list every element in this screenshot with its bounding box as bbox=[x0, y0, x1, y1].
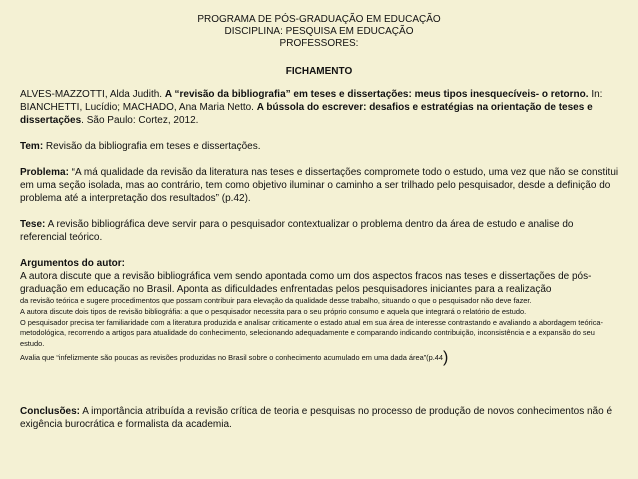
fichamento-title: FICHAMENTO bbox=[285, 66, 353, 77]
argumentos-p1: A autora discute que a revisão bibliográfica vem sendo apontada como um dos aspectos fracos nas teses e dissertações de pós-graduação em educação no Brasil. Aponta as dificuldades enfrentadas pelos pesquisadores iniciantes para a realização bbox=[20, 271, 592, 295]
problema bbox=[20, 166, 620, 205]
argumentos bbox=[20, 257, 620, 364]
reference-author: ALVES-MAZZOTTI, Alda Judith. bbox=[20, 89, 163, 100]
tema-text: Revisão da bibliografia em teses e dissertações. bbox=[43, 141, 261, 152]
reference bbox=[20, 88, 620, 127]
program-heading: PROGRAMA DE PÓS-GRADUAÇÃO EM EDUCAÇÃO bbox=[197, 14, 441, 25]
argumentos-p3: O pesquisador precisa ter familiaridade com a literatura produzida e analisar criticamente o estado atual em sua área de interesse contrastando e avaliando a abordagem teórica-metodológica, recorrendo a artigos para atualidade do conhecimento, selecionando adequadamente e comparando indicando contribuição, inconsistência e a expansão do seu estudo. bbox=[20, 317, 603, 349]
tese-text: A revisão bibliográfica deve servir para o pesquisador contextualizar o problema dentro da área de estudo e analise do referencial teórico. bbox=[20, 219, 574, 243]
argumentos-label-line bbox=[20, 257, 620, 270]
problema-text: “A má qualidade da revisão da literatura nas teses e dissertações compromete todo o estudo, uma vez que não se constitui em uma seção isolada, mas ao contrário, tem como objetivo iluminar o caminho a ser trilhado pelo pesquisador, desde a definição do problema até a interpretação dos resultados” (p.42). bbox=[20, 167, 619, 204]
tema-label: Tem: bbox=[20, 141, 44, 152]
argumentos-p4-line bbox=[20, 348, 620, 366]
discipline-heading: DISCIPLINA: PESQUISA EM EDUCAÇÃO bbox=[224, 26, 414, 37]
conclusoes-label: Conclusões: bbox=[20, 406, 81, 417]
tese bbox=[20, 218, 620, 244]
argumentos-p4-end: ) bbox=[443, 348, 449, 366]
reference-book: A bússola do escrever: desafios e estratégias na orientação de teses e dissertações bbox=[20, 102, 593, 126]
argumentos-p2: A autora discute dois tipos de revisão bibliográfia: a que o pesquisador necessita para o seu próprio consumo e aquela que integrará o relatório de estudo. bbox=[20, 306, 527, 316]
argumentos-p4: Avalia que “infelizmente são poucas as revisões produzidas no Brasil sobre o conhecimento acumulado em uma dada área”(p.44 bbox=[20, 352, 444, 362]
conclusoes bbox=[20, 405, 620, 431]
tema bbox=[20, 140, 620, 153]
conclusoes-text: A importância atribuída a revisão crítica de teoria e pesquisas no processo de produção de novos conhecimentos não é exigência burocrática e formalista da academia. bbox=[20, 406, 613, 430]
problema-label: Problema: bbox=[20, 167, 69, 178]
reference-title: A “revisão da bibliografia” em teses e dissertações: meus tipos inesquecíveis- o retorno. bbox=[164, 89, 589, 100]
reference-publisher: . São Paulo: Cortez, 2012. bbox=[81, 115, 199, 126]
argumentos-p1-small: da revisão teórica e sugere procedimentos que possam contribuir para elevação da qualidade desse trabalho, situando o que o pesquisador não deve fazer. bbox=[20, 296, 532, 305]
reference-in: In: BIANCHETTI, Lucídio; MACHADO, Ana Maria Netto. bbox=[20, 89, 603, 113]
argumentos-label: Argumentos do autor: bbox=[20, 258, 125, 269]
professors-heading: PROFESSORES: bbox=[279, 38, 359, 49]
tese-label: Tese: bbox=[20, 219, 46, 230]
